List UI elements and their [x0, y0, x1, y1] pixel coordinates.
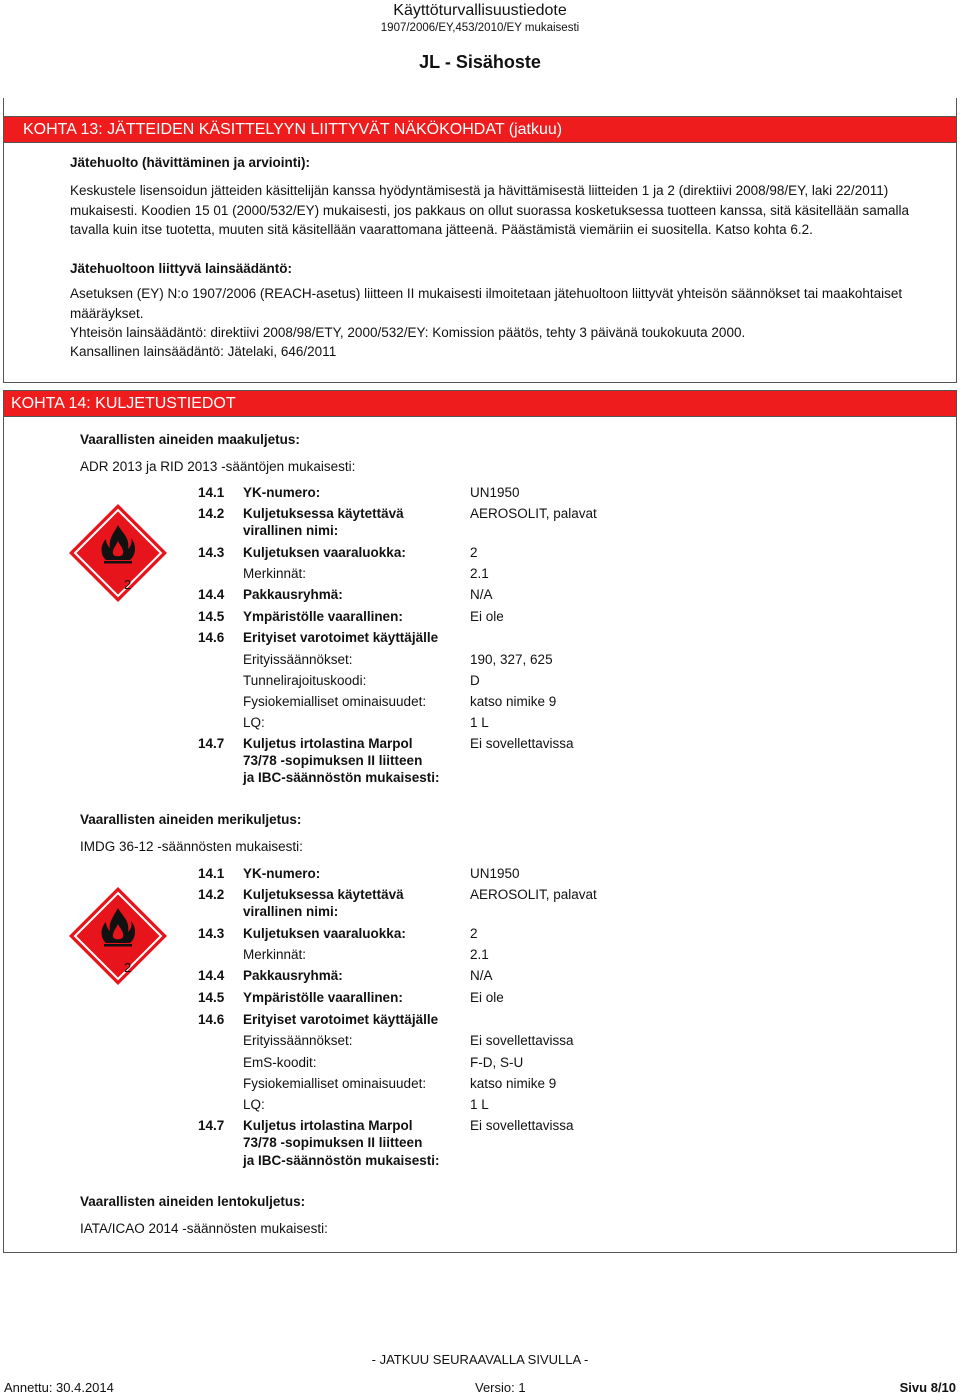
sea-shipping-name-label: Kuljetuksessa käytettävä: [243, 887, 404, 902]
road-bulk-transport-label-3: ja IBC-säännöstön mukaisesti:: [243, 770, 440, 785]
regulation-reference: 1907/2006/EY,453/2010/EY mukaisesti: [380, 22, 580, 34]
sea-ems-codes-value: F-D, S-U: [470, 1055, 524, 1070]
sea-transport-title: Vaarallisten aineiden merikuljetus:: [80, 812, 302, 827]
version: Versio: 1: [475, 1380, 526, 1395]
sea-env-hazard-label: Ympäristölle vaarallinen:: [243, 990, 403, 1005]
road-14-1-number: 14.1: [198, 485, 225, 500]
sea-14-3-number: 14.3: [198, 926, 225, 941]
sea-transport-standard: IMDG 36-12 -säännösten mukaisesti:: [80, 839, 303, 854]
road-bulk-transport-label: Kuljetus irtolastina Marpol: [243, 736, 413, 751]
road-lq-label: LQ:: [243, 715, 265, 730]
legislation-text: Asetuksen (EY) N:o 1907/2006 (REACH-asetus) liitteen II mukaisesti ilmoitetaan jätehuoltoon liittyvät yhteisön säännökset tai maakohtaiset määräykset.: [70, 286, 903, 321]
national-legislation: Kansallinen lainsäädäntö: Jätelaki, 646/2011: [70, 344, 337, 359]
road-un-number-value: UN1950: [470, 485, 520, 500]
road-bulk-transport-label-2: 73/78 -sopimuksen II liitteen: [243, 753, 423, 768]
road-packing-group-label: Pakkausryhmä:: [243, 587, 343, 602]
road-special-precautions-label: Erityiset varotoimet käyttäjälle: [243, 630, 439, 645]
air-transport-standard: IATA/ICAO 2014 -säännösten mukaisesti:: [80, 1221, 328, 1236]
section-14-heading: KOHTA 14: KULJETUSTIEDOT: [3, 390, 957, 417]
page-number: Sivu 8/10: [899, 1380, 956, 1395]
road-special-provisions-value: 190, 327, 625: [470, 652, 553, 667]
sea-hazard-class-value: 2: [470, 926, 478, 941]
sea-14-2-number: 14.2: [198, 887, 225, 902]
road-physchem-value: katso nimike 9: [470, 694, 557, 709]
flammable-pictogram-icon: [68, 886, 168, 986]
road-shipping-name-label: Kuljetuksessa käytettävä: [243, 506, 404, 521]
road-labels-label: Merkinnät:: [243, 566, 307, 581]
sea-bulk-transport-label: Kuljetus irtolastina Marpol: [243, 1118, 413, 1133]
sea-lq-value: 1 L: [470, 1097, 489, 1112]
sea-labels-value: 2.1: [470, 947, 489, 962]
legislation-title: Jätehuoltoon liittyvä lainsäädäntö:: [70, 261, 293, 276]
sea-lq-label: LQ:: [243, 1097, 265, 1112]
road-transport-standard: ADR 2013 ja RID 2013 -sääntöjen mukaisesti:: [80, 459, 356, 474]
road-14-4-number: 14.4: [198, 587, 225, 602]
road-14-6-number: 14.6: [198, 630, 225, 645]
disposal-title: Jätehuolto (hävittäminen ja arviointi):: [70, 155, 311, 170]
road-transport-title: Vaarallisten aineiden maakuljetus:: [80, 432, 300, 447]
sea-labels-label: Merkinnät:: [243, 947, 307, 962]
pictogram-class-number: 2: [124, 960, 132, 975]
road-physchem-label: Fysiokemialliset ominaisuudet:: [243, 694, 427, 709]
sea-bulk-transport-label-2: 73/78 -sopimuksen II liitteen: [243, 1135, 423, 1150]
sea-bulk-transport-label-3: ja IBC-säännöstön mukaisesti:: [243, 1153, 440, 1168]
road-14-3-number: 14.3: [198, 545, 225, 560]
road-hazard-class-label: Kuljetuksen vaaraluokka:: [243, 545, 406, 560]
road-env-hazard-value: Ei ole: [470, 609, 504, 624]
sea-14-5-number: 14.5: [198, 990, 225, 1005]
disposal-text: Keskustele lisensoidun jätteiden käsittelijän kanssa hyödyntämisestä ja hävittämisestä liitteiden 1 ja 2 (direktiivi 2008/98/EY, laki 22/2011) mukaisesti. Koodien 15 01 (2000/532/EY) mukaisesti, jos pakkaus on ollut suorassa kosketuksessa tuotteen kanssa, sitä käsitellään samalla tavalla kuin itse tuotetta, muuten sitä käsitellään vaarattomana jätteenä. Päästämistä viemäriin ei suositella. Katso kohta 6.2.: [70, 183, 909, 237]
road-14-7-number: 14.7: [198, 736, 225, 751]
sea-14-7-number: 14.7: [198, 1118, 225, 1133]
road-un-number-label: YK-numero:: [243, 485, 321, 500]
continued-next-page: - JATKUU SEURAAVALLA SIVULLA -: [371, 1352, 589, 1367]
road-14-2-number: 14.2: [198, 506, 225, 521]
sea-env-hazard-value: Ei ole: [470, 990, 504, 1005]
road-packing-group-value: N/A: [470, 587, 493, 602]
road-shipping-name-label-2: virallinen nimi:: [243, 523, 339, 538]
product-name: JL - Sisähoste: [419, 52, 541, 72]
sea-14-4-number: 14.4: [198, 968, 225, 983]
sea-special-precautions-label: Erityiset varotoimet käyttäjälle: [243, 1012, 439, 1027]
issue-date: Annettu: 30.4.2014: [4, 1380, 114, 1395]
sea-hazard-class-label: Kuljetuksen vaaraluokka:: [243, 926, 406, 941]
road-lq-value: 1 L: [470, 715, 489, 730]
road-bulk-transport-value: Ei sovellettavissa: [470, 736, 574, 751]
sea-packing-group-label: Pakkausryhmä:: [243, 968, 343, 983]
road-special-provisions-label: Erityissäännökset:: [243, 652, 353, 667]
sea-14-1-number: 14.1: [198, 866, 225, 881]
sea-special-provisions-value: Ei sovellettavissa: [470, 1033, 574, 1048]
sea-physchem-label: Fysiokemialliset ominaisuudet:: [243, 1076, 427, 1091]
air-transport-title: Vaarallisten aineiden lentokuljetus:: [80, 1194, 306, 1209]
document-title: Käyttöturvallisuustiedote: [393, 2, 567, 19]
road-env-hazard-label: Ympäristölle vaarallinen:: [243, 609, 403, 624]
sea-un-number-value: UN1950: [470, 866, 520, 881]
road-labels-value: 2.1: [470, 566, 489, 581]
pictogram-class-number: 2: [124, 577, 132, 592]
sea-physchem-value: katso nimike 9: [470, 1076, 557, 1091]
section-13-heading: KOHTA 13: JÄTTEIDEN KÄSITTELYYN LIITTYVÄT NÄKÖKOHDAT (jatkuu): [3, 116, 957, 143]
road-shipping-name-value: AEROSOLIT, palavat: [470, 506, 597, 521]
sea-shipping-name-value: AEROSOLIT, palavat: [470, 887, 597, 902]
flammable-pictogram-icon: [68, 503, 168, 603]
road-hazard-class-value: 2: [470, 545, 478, 560]
sea-bulk-transport-value: Ei sovellettavissa: [470, 1118, 574, 1133]
sea-shipping-name-label-2: virallinen nimi:: [243, 904, 339, 919]
sea-un-number-label: YK-numero:: [243, 866, 321, 881]
sea-14-6-number: 14.6: [198, 1012, 225, 1027]
sea-special-provisions-label: Erityissäännökset:: [243, 1033, 353, 1048]
sea-packing-group-value: N/A: [470, 968, 493, 983]
road-tunnel-code-value: D: [470, 673, 480, 688]
sea-ems-codes-label: EmS-koodit:: [243, 1055, 317, 1070]
community-legislation: Yhteisön lainsäädäntö: direktiivi 2008/98/ETY, 2000/532/EY: Komission päätös, tehty 3 päivänä toukokuuta 2000.: [70, 325, 746, 340]
road-14-5-number: 14.5: [198, 609, 225, 624]
road-tunnel-code-label: Tunnelirajoituskoodi:: [243, 673, 367, 688]
